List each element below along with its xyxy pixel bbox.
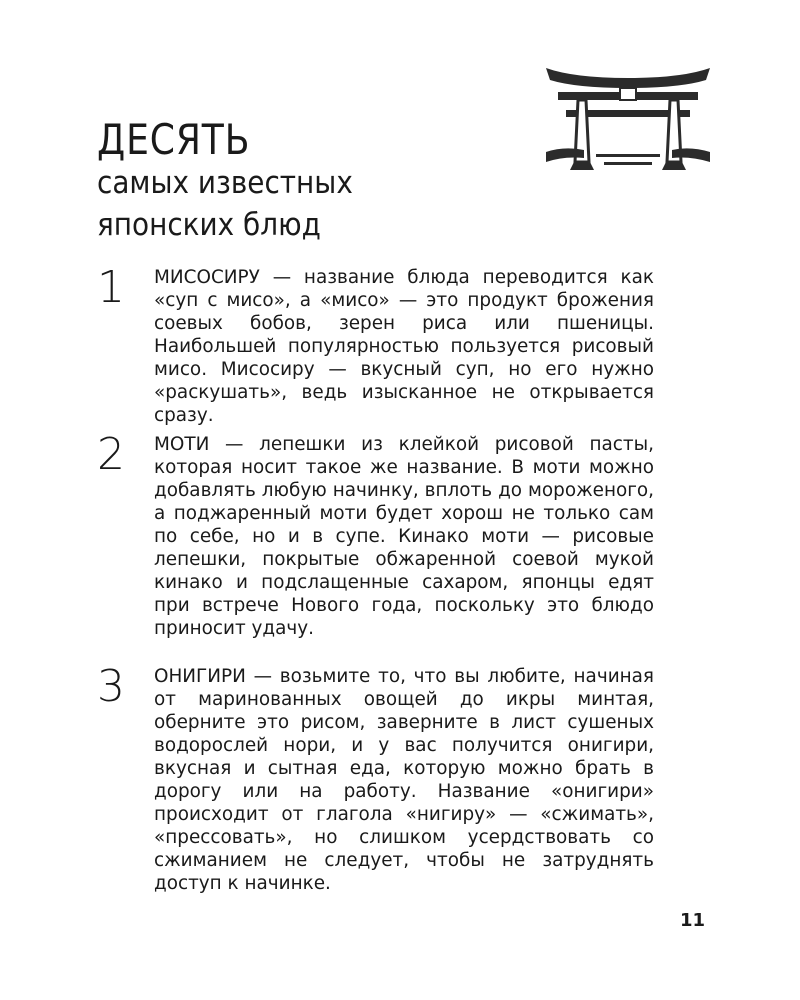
item-number: 1 bbox=[97, 262, 125, 313]
title-line-3: японских блюд bbox=[97, 207, 321, 243]
title-main: ДЕСЯТЬ bbox=[97, 115, 251, 164]
title-line-2: самых известных bbox=[97, 165, 353, 201]
page-number: 11 bbox=[679, 910, 705, 931]
item-text: МОТИ — лепешки из клейкой рисовой пасты, которая носит такое же название. В моти можно добавлять любую начинку, вплоть до мороженого, а поджаренный моти будет хорош не только сам по себе, но и в супе. Кинако моти — рисовые лепешки, покрытые обжаренной соевой мукой кинако и подслащенные сахаром, японцы едят при встрече Нового года, поскольку это блюдо приносит удачу. bbox=[154, 434, 654, 639]
page-title bbox=[97, 115, 381, 246]
item-number: 2 bbox=[97, 429, 125, 480]
item-number: 3 bbox=[97, 661, 125, 712]
item-text: ОНИГИРИ — возьмите то, что вы любите, начиная от маринованных овощей до икры минтая, оберните это рисом, заверните в лист сушеных водорослей нори, и у вас получится онигири, вкусная и сытная еда, которую можно брать в дорогу или на работу. Название «онигири» происходит от глагола «нигиру» — «сжимать», «прессовать», но слишком усердствовать со сжиманием не следует, чтобы не затруднять доступ к начинке. bbox=[154, 666, 654, 894]
torii-gate-icon bbox=[544, 66, 712, 174]
item-text: МИСОСИРУ — название блюда переводится как «суп с мисо», а «мисо» — это продукт брожения соевых бобов, зерен риса или пшеницы. Наибольшей популярностью пользуется рисовый мисо. Мисосиру — вкусный суп, но его нужно «раскушать», ведь изысканное не открывается сразу. bbox=[154, 267, 654, 426]
